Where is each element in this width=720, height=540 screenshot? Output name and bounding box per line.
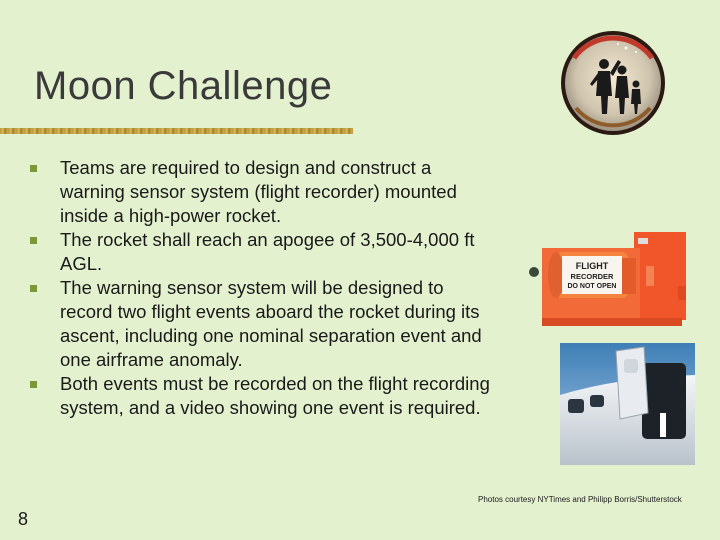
- bullet-item: [30, 228, 490, 276]
- bullet-text: The warning sensor system will be designed to record two flight events aboard the rocket during its ascent, including one nominal separation event and one airframe anomaly.: [60, 277, 482, 370]
- bullet-item: [30, 372, 490, 444]
- bullet-list: [30, 156, 500, 444]
- bullet-marker-icon: [30, 237, 37, 244]
- bullet-text: The rocket shall reach an apogee of 3,500-4,000 ft AGL.: [60, 229, 475, 274]
- recorder-label-line2: RECORDER: [570, 272, 614, 281]
- bullet-text: Teams are required to design and construct a warning sensor system (flight recorder) mounted inside a high-power rocket.: [60, 157, 457, 226]
- title-underline: [0, 128, 353, 134]
- moon-challenge-logo: [556, 28, 670, 138]
- photo-credit: Photos courtesy NYTimes and Philipp Borris/Shutterstock: [478, 495, 682, 504]
- bullet-text: Both events must be recorded on the flight recording system, and a video showing one event is required.: [60, 373, 490, 418]
- bullet-item: [30, 156, 490, 228]
- bullet-marker-icon: [30, 381, 37, 388]
- slide-title: Moon Challenge: [34, 64, 333, 108]
- airplane-door-photo: [560, 343, 695, 465]
- flight-recorder-photo: [526, 226, 691, 334]
- bullet-marker-icon: [30, 285, 37, 292]
- bullet-marker-icon: [30, 165, 37, 172]
- recorder-label-line1: FLIGHT: [575, 261, 609, 271]
- bullet-item: [30, 276, 490, 372]
- recorder-label-line3: DO NOT OPEN: [567, 283, 617, 290]
- page-number: 8: [18, 509, 29, 529]
